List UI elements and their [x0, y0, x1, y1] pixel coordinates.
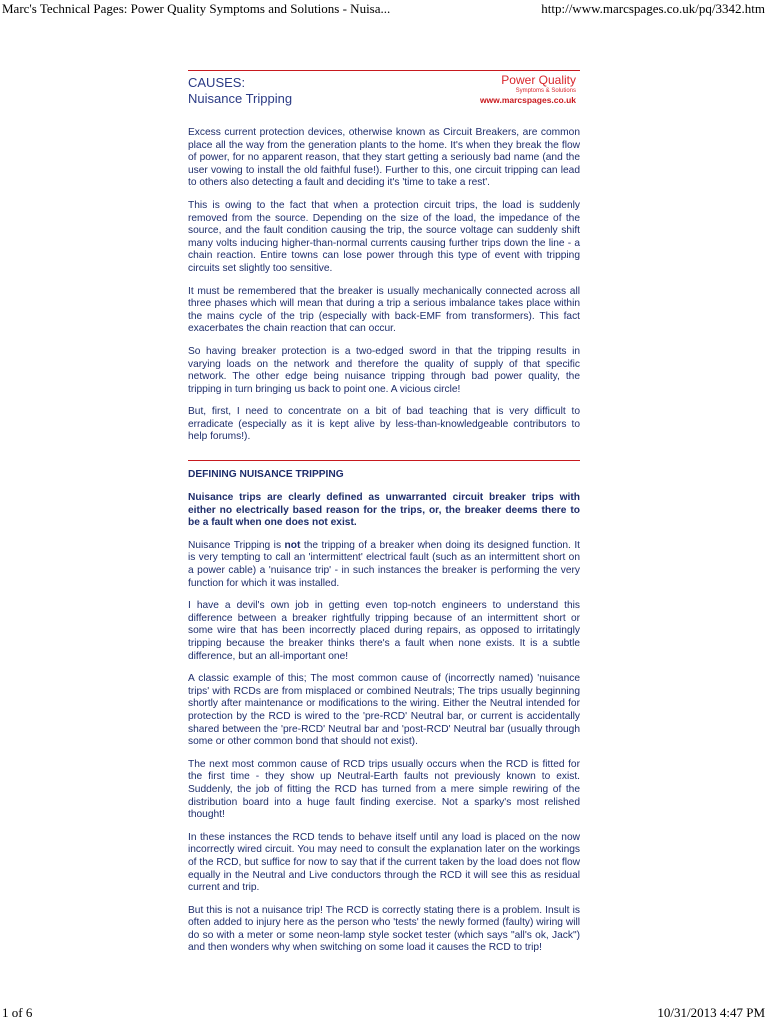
print-header	[0, 0, 768, 18]
article-header	[188, 71, 580, 127]
print-footer	[0, 1004, 768, 1022]
title-block	[188, 75, 292, 107]
logo-url: www.marcspages.co.uk	[479, 95, 576, 105]
print-datetime: 10/31/2013 4:47 PM	[657, 1005, 765, 1020]
definition-paragraph: Nuisance trips are clearly defined as unwarranted circuit breaker trips with either no electrically based reason for the trips, or, the breaker deems there to be a fault when one does not exist.	[188, 492, 580, 529]
body-paragraph	[188, 540, 580, 590]
site-logo	[480, 74, 576, 105]
print-page-url: http://www.marcspages.co.uk/pq/3342.htm	[541, 1, 765, 16]
intro-paragraph: It must be remembered that the breaker is usually mechanically connected across all three phases which will mean that during a trip a serious imbalance takes place within the mains cycle of the trip (especially with back-EMF from transformers). This fact exacerbates the chain reaction that can occur.	[188, 285, 580, 335]
emphasis-not: not	[284, 539, 301, 551]
body-paragraph: A classic example of this; The most common cause of (incorrectly named) 'nuisance trips' with RCDs are from misplaced or combined Neutrals; The trips usually beginning shortly after maintenance or modifications to the wiring. Either the Neutral intended for protection by the RCD is wired to the 'pre-RCD' Neutral bar, or current is accidentally shared between the 'pre-RCD' Neutral bar and 'post-RCD' Neutral bar (usually through some or other common bond that should not exist).	[188, 673, 580, 748]
body-paragraph: The next most common cause of RCD trips usually occurs when the RCD is fitted for the first time - they show up Neutral-Earth faults not previously known to exist. Suddenly, the job of fitting the RCD has turned from a mere simple rewiring of the distribution board into a huge fault finding exercise. Not a sparky's most relished thought!	[188, 758, 580, 821]
intro-paragraph: But, first, I need to concentrate on a bit of bad teaching that is very difficult to erradicate (especially as it is kept alive by less-than-knowledgeable contributors to help forums!).	[188, 406, 580, 443]
intro-paragraph: So having breaker protection is a two-edged sword in that the tripping results in varying loads on the network and therefore the quality of supply of that specific network. The other edge being nuisance tripping through bad power quality, the tripping in turn bringing us back to point one. A vicious circle!	[188, 345, 580, 395]
intro-paragraph: This is owing to the fact that when a protection circuit trips, the load is suddenly removed from the source. Depending on the size of the load, the impedance of the source, and the fault condition causing the trip, the source voltage can suddenly shift many volts inducing higher-than-normal currents causing further trips down the line - a chain reaction. Entire towns can lose power through this type of event with tripping circuits set slightly too sensitive.	[188, 199, 580, 274]
body-paragraph: But this is not a nuisance trip! The RCD is correctly stating there is a problem. Insult is often added to injury here as the person who 'tests' the newly formed (faulty) wiring will do so with a meter or some neon-lamp style socket tester (which says "all's ok, Jack") and then wonders why when switching on some load it causes the RCD to trip!	[188, 904, 580, 954]
text-run: Nuisance Tripping is	[188, 539, 285, 551]
body-paragraph: In these instances the RCD tends to behave itself until any load is placed on the now incorrectly wired circuit. You may need to consult the explanation later on the workings of the RCD, but suffice for now to say that if the current taken by the load does not flow equally in the Neutral and Live conductors through the RCD it will see this as residual current and trip.	[188, 831, 580, 894]
intro-paragraph: Excess current protection devices, otherwise known as Circuit Breakers, are common place all the way from the generation plants to the home. It's when they break the flow of power, for no apparent reason, that they start getting a seriously bad name (and the user vowing to install the old faithful fuse!). Further to this, one circuit tripping can lead to others also detecting a fault and deciding it's 'time to take a rest'.	[188, 127, 580, 189]
print-page-title: Marc's Technical Pages: Power Quality Symptoms and Solutions - Nuisa...	[2, 1, 391, 16]
page-title: Nuisance Tripping	[188, 91, 293, 106]
section-divider	[188, 460, 580, 461]
text-run: the tripping of a breaker when doing its designed function. It is very tempting to call an 'intermittent' electrical fault (such as an intermittent short on a power cable) a 'nuisance trip' - in such instances the breaker is performing the very function for which it was installed.	[188, 539, 580, 589]
logo-subtitle: Symptoms & Solutions	[515, 88, 576, 94]
logo-title: Power Quality	[501, 73, 576, 87]
category-label: CAUSES:	[188, 75, 246, 90]
article	[188, 70, 580, 965]
section-heading: DEFINING NUISANCE TRIPPING	[188, 469, 344, 481]
page-number: 1 of 6	[2, 1005, 33, 1020]
body-paragraph: I have a devil's own job in getting even top-notch engineers to understand this difference between a breaker rightfully tripping because of an intermittent short or some wire that has been incorrectly placed during repairs, as opposed to irritatingly tripping because the breaker thinks there's a fault when none exists. It is a subtle difference, but an all-important one!	[188, 600, 580, 662]
